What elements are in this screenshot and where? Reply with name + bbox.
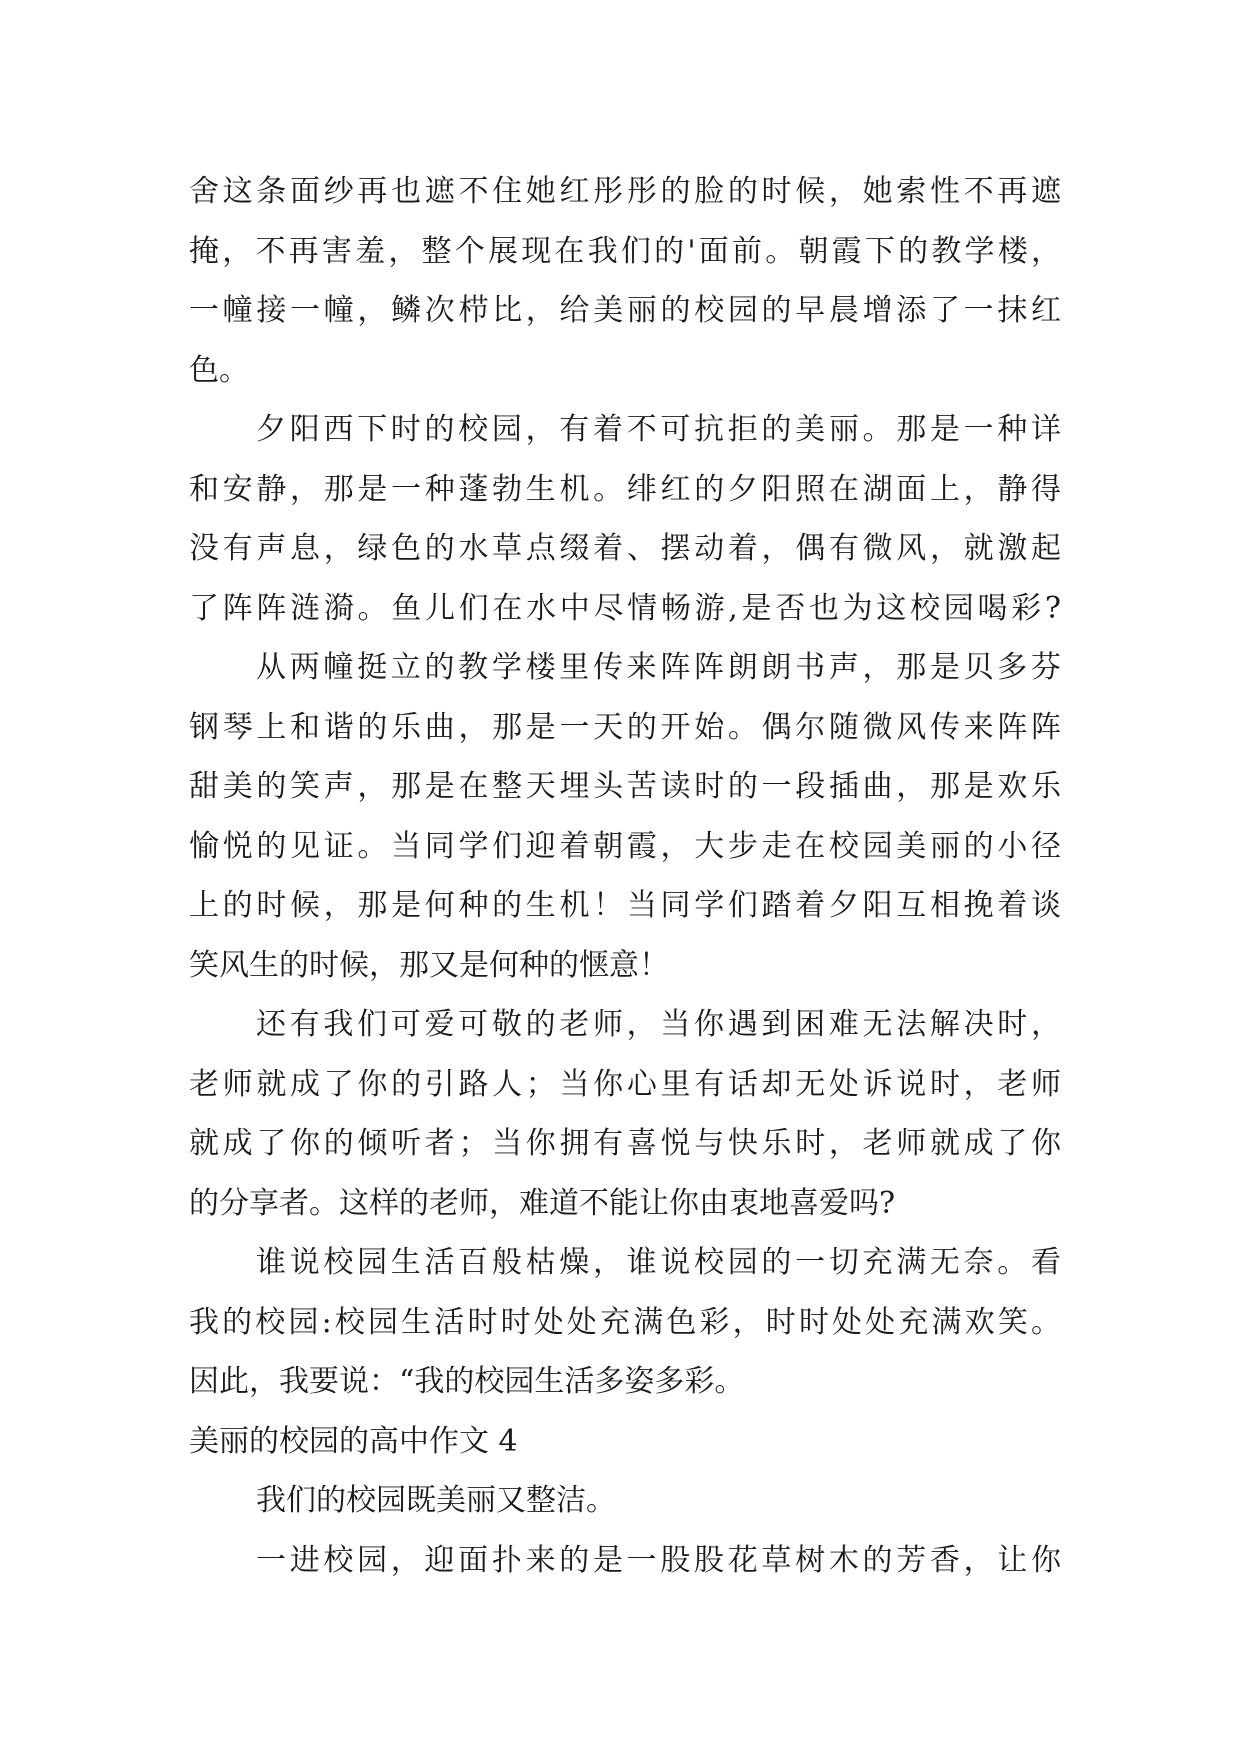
text-line: 钢琴上和谐的乐曲，那是一天的开始。偶尔随微风传来阵阵 [189, 709, 1061, 745]
text-line: 谁说校园生活百般枯燥，谁说校园的一切充满无奈。看 [256, 1245, 1061, 1280]
text-line: 因此，我要说：“我的校园生活多姿多彩。 [189, 1364, 745, 1399]
text-line: 掩，不再害羞，整个展现在我们的'面前。朝霞下的教学楼， [189, 233, 1061, 269]
text-line: 就成了你的倾听者；当你拥有喜悦与快乐时，老师就成了你 [189, 1126, 1061, 1161]
text-line: 和安静，那是一种蓬勃生机。绯红的夕阳照在湖面上，静得 [189, 471, 1061, 507]
text-line: 色。 [189, 352, 249, 388]
text-line: 老师就成了你的引路人；当你心里有话却无处诉说时，老师 [189, 1066, 1061, 1102]
text-line: 还有我们可爱可敬的老师，当你遇到困难无法解决时， [256, 1007, 1061, 1042]
text-line: 甜美的笑声，那是在整天埋头苦读时的一段插曲，那是欢乐 [189, 769, 1061, 804]
text-line: 一进校园，迎面扑来的是一股股花草树木的芳香，让你 [256, 1542, 1061, 1578]
text-line: 我的校园:校园生活时时处处充满色彩，时时处处充满欢笑。 [189, 1304, 1061, 1340]
text-line: 我们的校园既美丽又整洁。 [256, 1483, 616, 1518]
text-line: 没有声息，绿色的水草点缀着、摆动着，偶有微风，就激起 [189, 531, 1061, 566]
text-line: 夕阳西下时的校园，有着不可抗拒的美丽。那是一种详 [256, 412, 1061, 447]
text-line: 上的时候，那是何种的生机！当同学们踏着夕阳互相挽着谈 [189, 888, 1061, 923]
text-line: 从两幢挺立的教学楼里传来阵阵朗朗书声，那是贝多芬 [256, 650, 1061, 685]
text-line: 一幢接一幢，鳞次栉比，给美丽的校园的早晨增添了一抹红 [189, 293, 1061, 328]
text-line: 愉悦的见证。当同学们迎着朝霞，大步走在校园美丽的小径 [189, 828, 1061, 864]
text-line: 舍这条面纱再也遮不住她红彤彤的脸的时候，她索性不再遮 [189, 174, 1061, 209]
text-line: 的分享者。这样的老师，难道不能让你由衷地喜爱吗? [189, 1185, 896, 1221]
text-line: 笑风生的时候，那又是何种的惬意！ [189, 947, 669, 983]
section-heading: 美丽的校园的高中作文 4 [189, 1423, 518, 1459]
text-line: 了阵阵涟漪。鱼儿们在水中尽情畅游,是否也为这校园喝彩? [189, 590, 1061, 626]
body-text [189, 162, 1061, 1590]
